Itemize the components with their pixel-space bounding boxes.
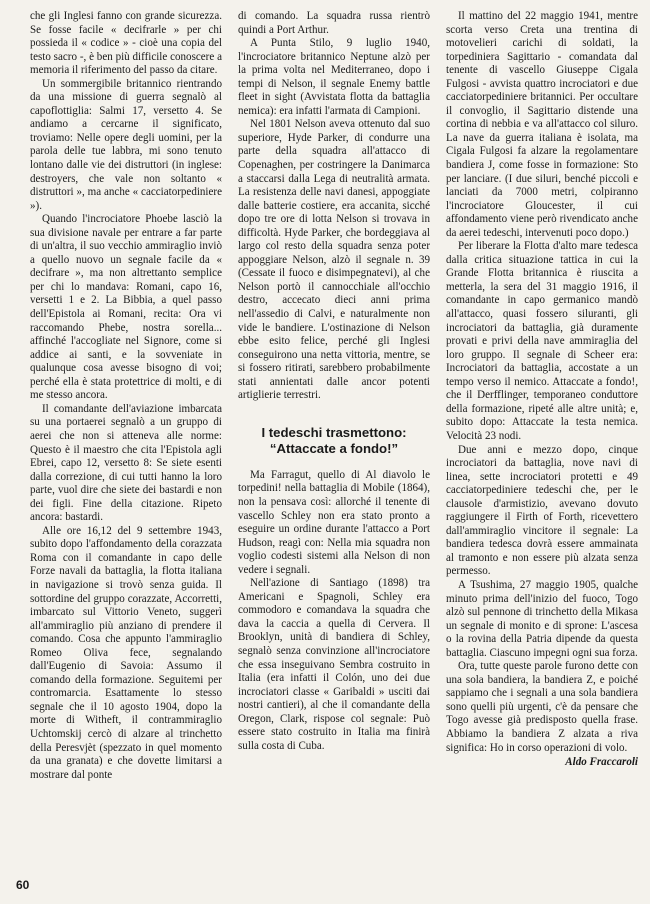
paragraph: A Tsushima, 27 maggio 1905, qualche minuto prima dell'inizio del fuoco, Togo alzò sul pennone di trinchetto della Mikasa un segnale di monito e di sprone: L'ascesa o la rovina della Patria dipende da questa battaglia. Ciascuno impegni ogni sua forza. xyxy=(446,578,638,659)
author-byline: Aldo Fraccaroli xyxy=(565,756,638,769)
page-number: 60 xyxy=(16,878,30,892)
paragraph: Nell'azione di Santiago (1898) tra Americani e Spagnoli, Schley era commodoro e comandava la squadra che dava la caccia a quella di Cervera. Il Brooklyn, unità di bandiera di Schley, segnalò senza convinzione all'incrociatore che essa inseguivano Sembra costruito in Italia (era infatti il Colón, uno dei due incrociatori classe « Garibaldi » usciti dai nostri cantieri), al che il comandante della Oregon, Clark, rispose col segnale: Può essere stato costruito in Italia ma finirà sulla costa di Cuba. xyxy=(238,577,430,752)
paragraph: Due anni e mezzo dopo, cinque incrociatori da battaglia, nove navi di linea, sette incrociatori protetti e 49 cacciatorpediniere tedeschi che, per le clausole d'armistizio, avevano dovuto raggiungere il Firth of Forth, ricevettero dall'ammiraglio vincitore il segnale: La bandiera tedesca dovrà essere ammainata al tramonto e non essere più alzata senza permesso. xyxy=(446,443,638,578)
paragraph: Un sommergibile britannico rientrando da una missione di guerra segnalò al capoflottiglia: Salmi 17, versetto 4. Se andiamo a cercarne il significato, troviamo: Nelle opere degli uomini, per la parola delle tue labbra, mi sono tenuto lontano dalle vie dei distruttori (in inglese: destroyers, che vale non soltanto « distruttori », ma anche « cacciatorpediniere »). xyxy=(30,77,222,212)
paragraph: Per liberare la Flotta d'alto mare tedesca dalla critica situazione tattica in cui la Grande Flotta britannica è riuscita a metterla, la sera del 31 maggio 1916, il comandante in capo germanico mandò all'attacco, quasi fossero siluranti, gli incrociatori da battaglia, già duramente provati e privi della nave ammiraglia del loro gruppo. Il segnale di Scheer era: Incrociatori da battaglia, accostate a un tempo verso il nemico. Attaccate a fondo!, che il Derfflinger, temporaneo conduttore della formazione, ripeté alle altre unità; e, subito dopo: Attaccate la testa nemica. Velocità 23 nodi. xyxy=(446,240,638,442)
paragraph: di comando. La squadra russa rientrò quindi a Port Arthur. xyxy=(238,10,430,36)
paragraph: che gli Inglesi fanno con grande sicurezza. Se fosse facile « decifrarle » per chi possieda il « codice » - cioè una copia del testo sacro -, è ben più difficile conoscere a memoria il riferimento del passo da citare. xyxy=(30,10,222,77)
section-heading-line-2: “Attaccate a fondo!” xyxy=(269,440,399,456)
section-heading xyxy=(238,425,430,457)
column-left xyxy=(30,10,222,782)
paragraph: Quando l'incrociatore Phoebe lasciò la sua divisione navale per entrare a far parte di un'altra, il suo vecchio ammiraglio inviò a quello nuovo un segnale facile da « decifrare », ma non altrettanto semplice per chi lo mandava: Romani, capo 16, versetti 1 e 2. La Bibbia, a quel passo dell'Epistola ai Romani, recita: Ora vi raccomando Phebe, nostra sorella... affinché l'accogliate nel Signore, come si addice ai santi, e la sovveniate in qualunque cosa avesse bisogno di voi; perché ella è stata protettrice di molti, e di me stesso ancora. xyxy=(30,213,222,402)
paragraph: Il mattino del 22 maggio 1941, mentre scorta verso Creta una trentina di motovelieri carichi di soldati, la torpediniera Sagittario - comandata dal tenente di vascello Giuseppe Cigala Fulgosi - avvista quattro incrociatori e due cacciatorpediniere britannici. Per occultare il convoglio, il Sagittario distende una cortina di nebbia e va all'attacco col siluro. La nave da guerra italiana è isolata, ma Cigala Fulgosi fa alzare la regolamentare bandiera J, come fosse in formazione: Sto per lanciare. (I due siluri, benché piccoli e lanciati da 7000 metri, colpiranno l'incrociatore Gloucester, il cui affondamento viene però rivendicato anche da aerei tedeschi, intervenuti poco dopo.) xyxy=(446,10,638,239)
paragraph: Ora, tutte queste parole furono dette con una sola bandiera, la bandiera Z, e poiché sappiamo che i segnali a una sola bandiera sono quelli più urgenti, c'è da pensare che Togo avesse già predisposto quella frase. Abbiamo la bandiera Z alzata a riva significa: Ho in corso operazioni di volo. xyxy=(446,660,638,754)
column-middle xyxy=(238,10,430,753)
section-heading-line-1: I tedeschi trasmettono: xyxy=(261,424,407,440)
paragraph: A Punta Stilo, 9 luglio 1940, l'incrociatore britannico Neptune alzò per la prima volta nel Mediterraneo, dopo i tempi di Nelson, il segnale Enemy battle fleet in sight (Avvistata flotta da battaglia nemica): era infatti l'armata di Campioni. xyxy=(238,37,430,117)
paragraph: Il comandante dell'aviazione imbarcata su una portaerei segnalò a un gruppo di aerei che non si atteneva alle norme: Questo è il maestro che cita l'Epistola agli Ebrei, capo 12, versetto 8: Se siete esenti dalla correzione, di cui tutti hanno la loro parte, vuol dire che siete dei bastardi e non dei figli. Fine della citazione. Ripeto ancora: bastardi. xyxy=(30,402,222,524)
paragraph: Nel 1801 Nelson aveva ottenuto dal suo superiore, Hyde Parker, di condurre una parte della squadra all'attacco di Copenaghen, per costringere la Danimarca a staccarsi dalla Lega di neutralità armata. La resistenza delle navi danesi, appoggiate dalle batterie costiere, era accanita, sicché dopo tre ore di lotta Nelson si trovava in difficoltà. Hyde Parker, che bordeggiava al largo col resto della squadra senza poter appoggiare Nelson, alzò il segnale n. 39 (Cessate il fuoco e disimpegnatevi), al che Nelson portò il cannocchiale all'occhio destro, accecato dieci anni prima nell'assedio di Calvi, e naturalmente non vide le bandiere. L'ostinazione di Nelson ebbe esito felice, perché gli Inglesi conseguirono una netta vittoria, mentre, se si fossero ritirati, sarebbero probabilmente stati annientati dalle ancor potenti artiglierie terrestri. xyxy=(238,118,430,402)
paragraph: Alle ore 16,12 del 9 settembre 1943, subito dopo l'affondamento della corazzata Roma con il comandante in capo delle Forze navali da battaglia, la flotta italiana in navigazione si trovò senza guida. Il sottordine del gruppo corazzate, Accorretti, imbarcato sul Vittorio Veneto, suggerì all'ammiraglio più anziano di prendere il comando. Cosa che appunto l'ammiraglio Romeo Oliva fece, segnalando dall'Eugenio di Savoia: Assumo il comando della formazione. Seguitemi per contromarcia. Esattamente lo stesso segnale che il 10 agosto 1904, dopo la morte di Witheft, il contrammiraglio Uchtomskij cercò di alzare al trinchetto della Peresvjèt (spezzato in quel momento da una granata) e che dovette limitarsi a mostrare dal ponte xyxy=(30,524,222,781)
magazine-page xyxy=(24,10,638,882)
paragraph: Ma Farragut, quello di Al diavolo le torpedini! nella battaglia di Mobile (1864), non la pensava così: allorché il tenente di vascello Schley non era stato pronto a eseguire un ordine durante l'attacco a Port Hudson, reagì con: Nella mia squadra non voglio codesti sistemi alla Nelson di non vedere i segnali. xyxy=(238,468,430,576)
column-right xyxy=(446,10,638,770)
